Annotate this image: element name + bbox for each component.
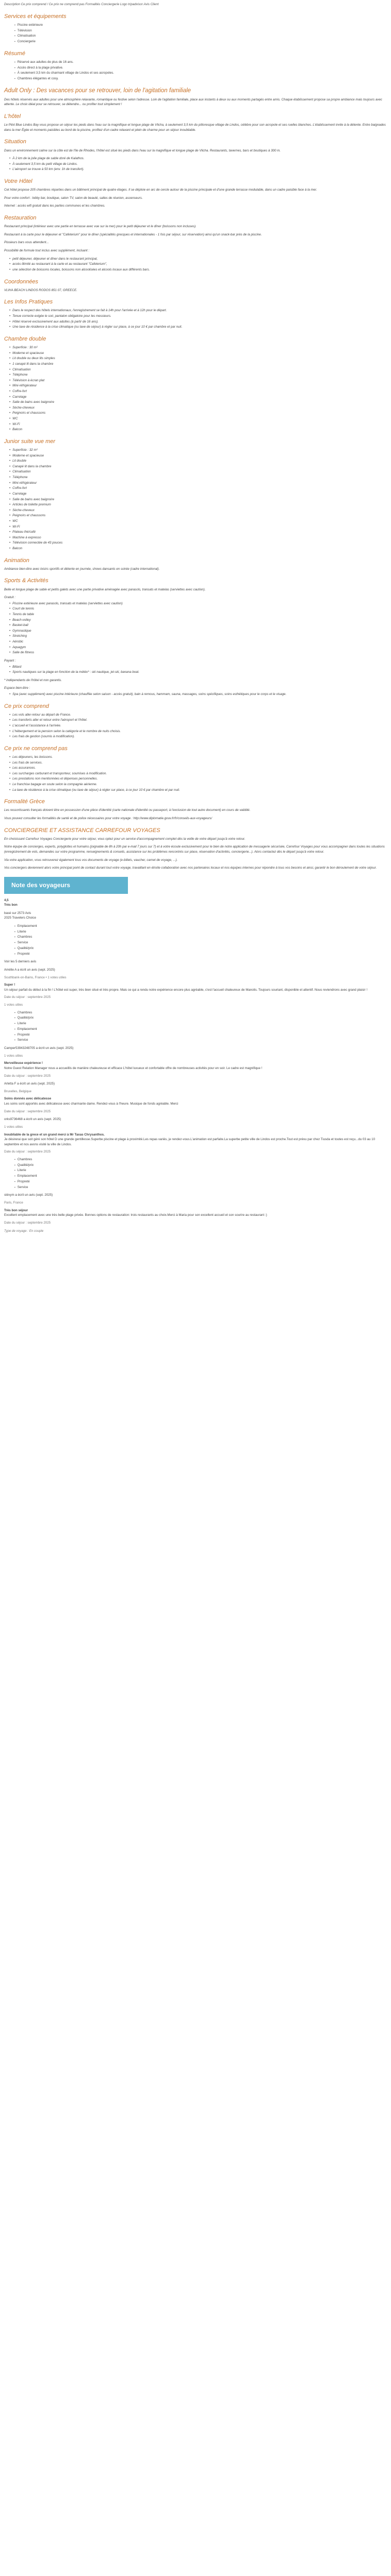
review-meta: Paris, France <box>4 1201 23 1205</box>
paid-sport-item: • Billard <box>9 665 387 670</box>
prix-ne-comprend-list <box>9 755 387 792</box>
review-criterion: ▪ Propreté <box>14 1032 387 1038</box>
services-title: Services et équipements <box>4 13 67 20</box>
excluded-item: • Le franchise bagage en soute selon la compagnie aérienne. <box>9 782 387 787</box>
conciergerie-title: CONCIERGERIE ET ASSISTANCE CARREFOUR VOYAGES <box>4 827 160 834</box>
sports-payant-list <box>9 665 387 675</box>
review-author: Amélie A a écrit un avis (sept. 2025) <box>4 968 55 972</box>
services-list <box>14 23 387 44</box>
review-criterion: ▪ Chambres <box>14 1157 387 1162</box>
review-text: Je désirerai que soit géré son hôtel D une grande gentillesse.Superbe piscine et plage à proximité.Les repas variés, je rendez-vous.L'animation est parfaite.La superbe petite ville de Lindos est proche.Tout est prévu par chez Tiusda et toutes est reçu...du 03 au 10 septembre et nos avons visité la ville de Lindos. <box>4 1138 376 1146</box>
resume-item: ▪ Réservé aux adultes de plus de 16 ans. <box>14 60 387 65</box>
chambre-feature: • Coffre-fort <box>9 389 387 394</box>
formalite-p2[interactable]: Vous pouvez consulter les formalités de santé et de police nécessaires pour votre voyage : http://www.diplomatie.gouv.fr/fr/conseils-aux-voyageurs/ <box>4 817 213 821</box>
chambre-feature: • Peignoirs et chaussons <box>9 411 387 416</box>
situation-list <box>9 156 387 172</box>
review-date: Date du séjour : septembre 2025 <box>4 1109 51 1113</box>
junior-feature: • Moderne et spacieuse <box>9 453 387 459</box>
junior-feature: • Télévision connectée de 43 pouces <box>9 540 387 546</box>
sports-gratuit-label: Gratuit : <box>4 596 16 600</box>
spa-label: Espace bien-être : <box>4 686 30 690</box>
restauration-p3: Plusieurs bars vous attendent... <box>4 241 49 245</box>
infos-list <box>9 308 387 329</box>
review-text: Les soins sont apportés avec délicatesse avec charmante dame. Rendez-vous à l'heure. Musique de fonds agréable. Merci <box>4 1102 178 1106</box>
adult-text: Des hôtels réservés aux adultes pour une atmosphère relaxante, romantique ou festive selon l'adresse. Loin de l'agitation familiale, place aux instants à deux ou aux moments partagés entre amis. Chaque établissement propose sa propre ambiance mais toujours avec attente. Le choix idéal pour se retrouver, se détendre... ou profiter tout simplement ! <box>4 97 382 107</box>
excluded-item: • Les prestations non mentionnées et dépenses personnelles. <box>9 776 387 782</box>
chambre-feature: • Carrelage <box>9 395 387 400</box>
restauration-p1: Restaurant principal (intérieur avec une partie en terrasse avec vue sur la mer) pour le petit déjeuner et le dîner (boissons non incluses). <box>4 225 197 229</box>
review-type: Type de voyage : En couple <box>4 1229 44 1233</box>
chambre-feature: • Wi-Fi <box>9 422 387 427</box>
chambre-feature: • Mini-réfrigérateur <box>9 383 387 388</box>
review-score: 4,5 <box>4 898 9 902</box>
info-item: • Hôtel réservé exclusivement aux adultes (à partir de 16 ans). <box>9 319 387 325</box>
review-summary <box>4 898 387 965</box>
included-item: • L'hébergement et la pension selon la catégorie et le nombre de nuits choisis. <box>9 729 387 734</box>
junior-feature: • Sèche-cheveux <box>9 508 387 513</box>
votre-hotel-p3: Internet : accès wifi gratuit dans les parties communes et les chambres. <box>4 204 106 208</box>
animation-title: Animation <box>4 557 29 564</box>
review-criterion: ▪ Qualité/prix <box>14 1015 387 1021</box>
included-item: • Les transferts aller et retour entre l'aéroport et l'hôtel. <box>9 718 387 723</box>
restauration-item: • une sélection de boissons locales, boissons non alcoolisées et alcools locaux aux différents bars. <box>9 267 387 273</box>
review-meta: Bruxelles, Belgique <box>4 1089 31 1093</box>
chambre-list <box>9 345 387 432</box>
sport-item: • Piscine extérieure avec parasols, transats et matelas (serviettes avec caution) <box>9 601 387 606</box>
junior-feature: • Téléphone <box>9 475 387 480</box>
excluded-item: • La taxe de résidence à la crise climatique (ou taxe de séjour) à régler sur place, à ce jour 10 € par chambre et par nuit. <box>9 788 387 793</box>
review-item <box>4 1117 387 1190</box>
resume-item: ▪ À seulement 3,5 km du charmant village de Lindos et ses acropoles. <box>14 71 387 76</box>
restauration-title: Restauration <box>4 215 37 222</box>
review-score-label: Très bon <box>4 903 18 907</box>
votre-hotel-p1: Cet hôtel propose 205 chambres réparties dans un bâtiment principal de quatre étages. Il se déploie en arc de cercle autour de la piscine principale et d'une grande terrasse modulable, dans un cadre paisible face à la mer. <box>4 188 317 192</box>
review-text: Notre Guest Relation Manager nous a accueillis de manière chaleureuse et efficace L'hôtel luxueux et confortable offre de nombreuses activités pour en soir. Le cadre est magnifique ! <box>4 1066 263 1071</box>
review-author: Arletta F a écrit un avis (sept. 2025) <box>4 1082 55 1086</box>
chambre-feature: • WC <box>9 416 387 421</box>
review-criterion: ▪ Service <box>14 1185 387 1190</box>
review-item <box>4 1046 387 1078</box>
criteria-item: ▪ Emplacement <box>14 924 387 929</box>
votre-hotel-p2: Pour votre confort : lobby bar, boutique, salon TV, salon de beauté, salles de réunion, ascenseurs. <box>4 196 143 200</box>
sport-item: • Salle de fitness <box>9 650 387 655</box>
junior-list <box>9 448 387 551</box>
review-date: Date du séjour : septembre 2025 <box>4 1150 51 1154</box>
sport-item: • Aquagym <box>9 645 387 650</box>
prix-comprend-title: Ce prix comprend <box>4 703 49 709</box>
junior-feature: • Mini-réfrigérateur <box>9 481 387 486</box>
restauration-p2: Restaurant à la carte pour le déjeuner et "Cafeterium" pour le dîner (spécialités grecques et internationales - 1 fois par séjour, sur réservation) ainsi qu'un snack-bar près de la piscine. <box>4 232 262 236</box>
junior-feature: • Wi-Fi <box>9 524 387 530</box>
adult-title: Adult Only : Des vacances pour se retrouver, loin de l'agitation familiale <box>4 87 191 94</box>
review-criterion: ▪ Emplacement <box>14 1174 387 1179</box>
review-criterion: ▪ Emplacement <box>14 1027 387 1032</box>
service-item: ▪ Piscine extérieure <box>14 23 387 28</box>
formalite-p1: Les ressortissants français doivent être en possession d'une pièce d'identité (carte nationale d'identité ou passeport, à l'exclusion de tout autre document) en cours de validité. <box>4 808 251 812</box>
conciergerie-p4: Vos conciergers deviennent alors votre principal point de contact durant tout votre voyage, travaillant en étroite collaboration avec nos partenaires locaux et nos équipes internes pour répondre à tous vos besoins et ainsi, garantir le bon déroulement de votre séjour. <box>4 866 377 870</box>
junior-feature: • Climatisation <box>9 469 387 474</box>
chambre-feature: • Salle de bains avec baignoire <box>9 400 387 405</box>
review-criterion: ▪ Service <box>14 1038 387 1043</box>
spa-list <box>9 692 387 697</box>
sport-item: • Aérobic <box>9 639 387 645</box>
included-item: • L'accueil et l'assistance à l'arrivée. <box>9 723 387 728</box>
sports-gratuit-list <box>9 601 387 655</box>
junior-feature: • Lit double <box>9 459 387 464</box>
junior-feature: • Machine à expresso <box>9 535 387 540</box>
service-item: ▪ Conciergerie <box>14 39 387 44</box>
chambre-feature: • Balcon <box>9 427 387 432</box>
infos-title: Les Infos Pratiques <box>4 299 53 306</box>
review-item <box>4 1193 387 1225</box>
chambre-feature: • Sèche-cheveux <box>9 405 387 411</box>
see-reviews-link[interactable]: Voir les 5 derniers avis <box>4 960 37 964</box>
junior-feature: • Plateau thé/café <box>9 530 387 535</box>
coord-text: VLIHA BEACH LINDOS RODOS 851 07, GREECE. <box>4 288 77 292</box>
chambre-feature: • 1 canapé lit dans la chambre <box>9 362 387 367</box>
conciergerie-p3: Via votre application, vous retrouverez également tous vos documents de voyage (e-billets, vaucher, carnet de voyage, ...). <box>4 858 178 862</box>
restauration-item: • petit déjeuner, déjeuner et dîner dans le restaurant principal, <box>9 257 387 262</box>
animation-text: Ambiance bien-être avec loisirs sportifs et détente en journée, shows dansants en soirée (cadre international). <box>4 567 160 571</box>
included-item: • Les frais de gestion (soumis à modification). <box>9 734 387 739</box>
junior-feature: • Carrelage <box>9 492 387 497</box>
sport-item: • Beach-volley <box>9 618 387 623</box>
info-item: • Dans le respect des hôtels internationaux, l'enregistrement se fait à 14h pour l'arrivée et à 12h pour le départ. <box>9 308 387 313</box>
situation-title: Situation <box>4 139 26 145</box>
criteria-item: ▪ Chambres <box>14 935 387 940</box>
junior-feature: • Canapé lit dans la chambre <box>9 464 387 469</box>
chambre-title: Chambre double <box>4 335 46 342</box>
resume-item: ▪ Chambres élégantes et cosy. <box>14 76 387 81</box>
chambre-feature: • Moderne et spacieuse <box>9 351 387 356</box>
sport-item: • Gymnastique <box>9 629 387 634</box>
review-author: orks9736468 a écrit un avis (sept. 2025) <box>4 1117 61 1122</box>
situation-item: • L'aéroport se trouve à 50 km (env. 1h de transfert). <box>9 167 387 172</box>
criteria-item: ▪ Propreté <box>14 952 387 957</box>
criteria-item: ▪ Service <box>14 940 387 945</box>
junior-feature: • Superficie : 32 m² <box>9 448 387 453</box>
paid-sport-item: • Sports nautiques sur la plage en fonction de la météo* : ski nautique, jet-ski, banana boat. <box>9 670 387 675</box>
included-item: • Les vols aller-retour au départ de France. <box>9 713 387 718</box>
restauration-p4: Possibilité de formule tout inclus avec supplément, incluant : <box>4 249 90 253</box>
situation-item: • À 2 km de la jolie plage de sable doré de Kalathos. <box>9 156 387 161</box>
junior-feature: • WC <box>9 519 387 524</box>
review-date: Date du séjour : septembre 2025 <box>4 1074 51 1078</box>
prix-comprend-list <box>9 713 387 739</box>
coord-title: Coordonnées <box>4 278 39 285</box>
review-criteria-list <box>14 1010 387 1043</box>
review-criterion: ▪ Qualité/prix <box>14 1163 387 1168</box>
review-text: Un séjour parfait du début à la fin ! L'hôtel est super, très bien situé et très propre. Mais ce qui a rendu notre expérience encore plus agréable, c'est l'accueil chaleureux de Manolis. Toujours souriant, disponible et attentif. Nous reviendrons avec grand plaisir ! <box>4 988 368 992</box>
review-author: stévym a écrit un avis (sept. 2025) <box>4 1193 53 1197</box>
chambre-feature: • Télévision à écran plat <box>9 378 387 383</box>
hotel-title: L'hôtel <box>4 113 21 120</box>
restauration-item: • accès illimité au restaurant à la carte et au restaurant "Cafeterium", <box>9 262 387 267</box>
review-text: Excellent emplacement avec une très belle plage privée. Bonnes options de restauration: trois restaurants au choix.Merci à Maria pour son excellent accueil et son sourire au restaurant :) <box>4 1213 267 1217</box>
criteria-item: ▪ Literie <box>14 929 387 935</box>
review-title: Merveilleuse expérience ! <box>4 1061 43 1065</box>
review-title: Soins donnés avec délicatesse <box>4 1097 52 1101</box>
restauration-list <box>9 257 387 273</box>
review-period: 2025 Travelers Choice <box>4 916 36 920</box>
prix-ne-comprend-title: Ce prix ne comprend pas <box>4 745 68 752</box>
review-criteria <box>14 924 387 957</box>
review-meta: 1 votes utiles <box>4 1054 23 1058</box>
review-date: Date du séjour : septembre 2025 <box>4 995 51 999</box>
excluded-item: • Les assurances. <box>9 766 387 771</box>
chambre-feature: • Lit double ou deux lits simples <box>9 356 387 361</box>
sports-intro: Belle et longue plage de sable et petits galets avec une partie privative aménagée avec parasols, transats et matelas (serviettes avec caution). <box>4 587 206 591</box>
review-criterion: ▪ Propreté <box>14 1179 387 1184</box>
junior-feature: • Coffre-fort <box>9 486 387 491</box>
review-title: Inoubliable de la grece et un grand merci à Mr Taxas Chrysanthos. <box>4 1132 105 1137</box>
review-criteria-list <box>14 1157 387 1190</box>
reviews-header: Note des voyageurs <box>4 877 128 894</box>
conciergerie-p2: Notre équipe de concierges, experts, polyglottes et humains (joignable de 8h à 20h par e-mail 7 jours sur 7) et à votre écoute exclusivement pour le bien de notre application de messagerie sécurisée, Carrefour Voyages pour vous accompagner dans toutes les situations (enregistrement de vols, demandes sur votre programme, renseignements & conseils, assistance sur les problèmes rencontrés sur place, réservation d'activités, conciergerie...). Alors contactez dès le départ jusqu'à votre retour. <box>4 845 385 854</box>
criteria-item: ▪ Qualité/prix <box>14 946 387 951</box>
chambre-feature: • Téléphone <box>9 372 387 378</box>
junior-feature: • Peignoirs et chaussons <box>9 513 387 518</box>
service-item: ▪ Télévision <box>14 28 387 33</box>
review-criterion: ▪ Literie <box>14 1021 387 1026</box>
spa-item: • Spa (avec supplément) avec piscine intérieure (chauffée selon saison - accès gratuit), bain à remous, hammam, sauna, massages, soins spécifiques, soins esthétiques pour le corps et le visage. <box>9 692 387 697</box>
review-title: Très bon séjour <box>4 1208 28 1212</box>
sport-item: • Court de tennis <box>9 606 387 612</box>
sports-payant-label: Payant : <box>4 658 16 663</box>
review-title: Super ! <box>4 983 15 987</box>
chambre-feature: • Climatisation <box>9 367 387 372</box>
sports-footnote: * indépendants de l'hôtel et non garantis. <box>4 678 62 682</box>
review-count: basé sur 2573 Avis <box>4 911 31 915</box>
sport-item: • Stretching <box>9 634 387 639</box>
sport-item: • Tennis de table <box>9 612 387 617</box>
situation-text: Dans un environnement calme sur la côte est de l'île de Rhodes, l'hôtel est situé les pieds dans l'eau sur la magnifique et longue plage de Vlicha. Restaurants, tavernes, bars et boutiques à 300 m. <box>4 148 281 152</box>
review-date: Date du séjour : septembre 2025 <box>4 1221 51 1225</box>
excluded-item: • Les déjeuners, les boissons. <box>9 755 387 760</box>
votre-hotel-title: Votre Hôtel <box>4 178 32 185</box>
junior-feature: • Salle de bains avec baignoire <box>9 497 387 502</box>
chambre-feature: • Superficie : 30 m² <box>9 345 387 350</box>
info-item: • Une taxe de résidence à la crise climatique (ou taxe de séjour) à régler sur place, à ce jour 10 € par chambre et par nuit. <box>9 325 387 330</box>
junior-feature: • Articles de toilette premium <box>9 502 387 507</box>
sports-title: Sports & Activités <box>4 578 48 584</box>
formalite-title: Formalité Grèce <box>4 799 45 805</box>
excluded-item: • Les surcharges carburant et transporteur, soumises à modification. <box>9 771 387 776</box>
review-meta: 1 votes utiles <box>4 1125 23 1129</box>
review-item <box>4 1081 387 1114</box>
reviews-list <box>4 968 387 1225</box>
resume-item: ▪ Accès direct à la plage privative. <box>14 65 387 71</box>
review-author: Camper53943248705 a écrit un avis (sept. 2025) <box>4 1046 74 1050</box>
conciergerie-p1: En choisissant Carrefour Voyages Conciergerie pour votre séjour, vous optez pour un service d'accompagnement complet dès la veille de votre départ jusqu'à votre retour. <box>4 837 246 841</box>
review-meta: Southbank-on-Bains, France • 1 votes utiles <box>4 975 67 979</box>
junior-feature: • Balcon <box>9 546 387 551</box>
excluded-item: • Les frais de services. <box>9 760 387 766</box>
info-item: • Tenue correcte exigée le soir, pantalon obligatoire pour les messieurs. <box>9 314 387 319</box>
junior-title: Junior suite vue mer <box>4 438 56 445</box>
resume-list <box>14 60 387 81</box>
review-item <box>4 968 387 1043</box>
sport-item: • Basket-ball <box>9 623 387 628</box>
situation-item: • À seulement 3,5 km du petit village de Lindos. <box>9 162 387 167</box>
breadcrumb-note: Description Ce prix comprend / Ce prix ne comprend pas Formalités Conciergerie Logo tripadvisor Avis Client <box>4 3 159 6</box>
review-criterion: ▪ Literie <box>14 1168 387 1173</box>
resume-title: Résumé <box>4 50 25 57</box>
service-item: ▪ Climatisation <box>14 33 387 39</box>
hotel-text: Le Pilot Blue Lindos Bay vous propose un séjour les pieds dans l'eau sur la magnifique et longue plage de Vlicha, à seulement 3,5 km du pittoresque village de Lindos, célèbre pour son acropole et ses ruelles blanches. L'établissement invite à la détente. Entre baignades dans la mer Égée et moments paisibles au bord de la piscine, profitez d'un cadre relaxant et plein de charme pour un séjour inoubliable. <box>4 123 386 132</box>
review-likes: 1 votes utiles <box>4 1003 23 1007</box>
review-criterion: ▪ Chambres <box>14 1010 387 1015</box>
